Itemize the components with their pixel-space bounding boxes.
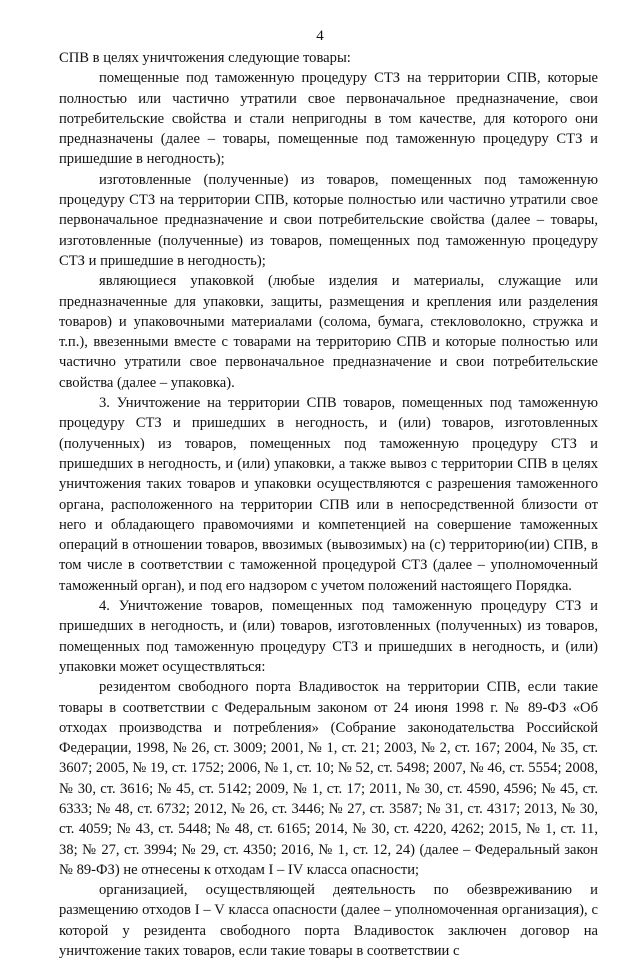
document-body [59,48,598,961]
paragraph: СПВ в целях уничтожения следующие товары: [59,50,351,66]
paragraph: являющиеся упаковкой (любые изделия и материалы, служащие или предназначенные для упаковки, защиты, размещения и крепления или разделения товаров) и упаковочными материалами (солома, бумага, стекловолокно, стружка и т.п.), ввезенными вместе с товарами на территорию СПВ и которые полностью или частично утратили свое первоначальное предназначение и свои потребительские свойства (далее – упаковка). [59,273,598,391]
paragraph: резидентом свободного порта Владивосток на территории СПВ, если такие товары в соответствии с Федеральным законом от 24 июня 1998 г. № 89-ФЗ «Об отходах производства и потребления» (Собрание законодательства Российской Федерации, 1998, № 26, ст. 3009; 2001, № 1, ст. 21; 2003, № 2, ст. 167; 2004, № 35, ст. 3607; 2005, № 19, ст. 1752; 2006, № 1, ст. 10; № 52, ст. 5498; 2007, № 46, ст. 5554; 2008, № 30, ст. 3616; № 45, ст. 5142; 2009, № 1, ст. 17; 2011, № 30, ст. 4590, 4596; № 45, ст. 6333; № 48, ст. 6732; 2012, № 26, ст. 3446; № 27, ст. 3587; № 31, ст. 4317; 2013, № 30, ст. 4059; № 43, ст. 5448; № 48, ст. 6165; 2014, № 30, ст. 4220, 4262; 2015, № 1, ст. 11, 38; № 27, ст. 3994; № 29, ст. 4350; 2016, № 1, ст. 12, 24) (далее – Федеральный закон № 89-ФЗ) не отнесены к отходам I – IV класса опасности; [59,679,598,878]
paragraph: 4. Уничтожение товаров, помещенных под таможенную процедуру СТЗ и пришедших в негодность, и (или) товаров, изготовленных (полученных) из товаров, помещенных под таможенную процедуру СТЗ и пришедших в негодность, и (или) упаковки может осуществляться: [59,598,598,675]
paragraph: организацией, осуществляющей деятельность по обезвреживанию и размещению отходов I – V класса опасности (далее – уполномоченная организация), с которой у резидента свободного порта Владивосток заключен договор на уничтожение таких товаров, если такие товары в соответствии с [59,882,598,960]
paragraph: помещенные под таможенную процедуру СТЗ на территории СПВ, которые полностью или частично утратили свое первоначальное предназначение, свои потребительские свойства и стали непригодны в том качестве, для которого они предназначены (далее – товары, помещенные под таможенную процедуру СТЗ и пришедшие в негодность); [59,70,598,168]
page-number: 4 [316,28,324,44]
paragraph: 3. Уничтожение на территории СПВ товаров, помещенных под таможенную процедуру СТЗ и пришедших в негодность, и (или) товаров, изготовленных (полученных) из товаров, помещенных под таможенную процедуру СТЗ и пришедших в негодность, и (или) упаковки, а также вывоз с территории СПВ в целях уничтожения таких товаров и упаковки осуществляются с разрешения таможенного органа, расположенного на территории СПВ или в непосредственной близости от него и обладающего правомочиями и компетенцией на совершение таможенных операций в отношении товаров, ввозимых (вывозимых) на (с) территорию(ии) СПВ, в том числе в соответствии с таможенной процедурой СТЗ (далее – уполномоченный таможенный орган), и под его надзором с учетом положений настоящего Порядка. [59,395,598,594]
paragraph: изготовленные (полученные) из товаров, помещенных под таможенную процедуру СТЗ на территории СПВ, которые полностью или частично утратили свое первоначальное предназначение и свои потребительские свойства (далее – товары, изготовленные (полученные) из товаров, помещенных под таможенную процедуру СТЗ и пришедшие в негодность); [59,171,598,269]
